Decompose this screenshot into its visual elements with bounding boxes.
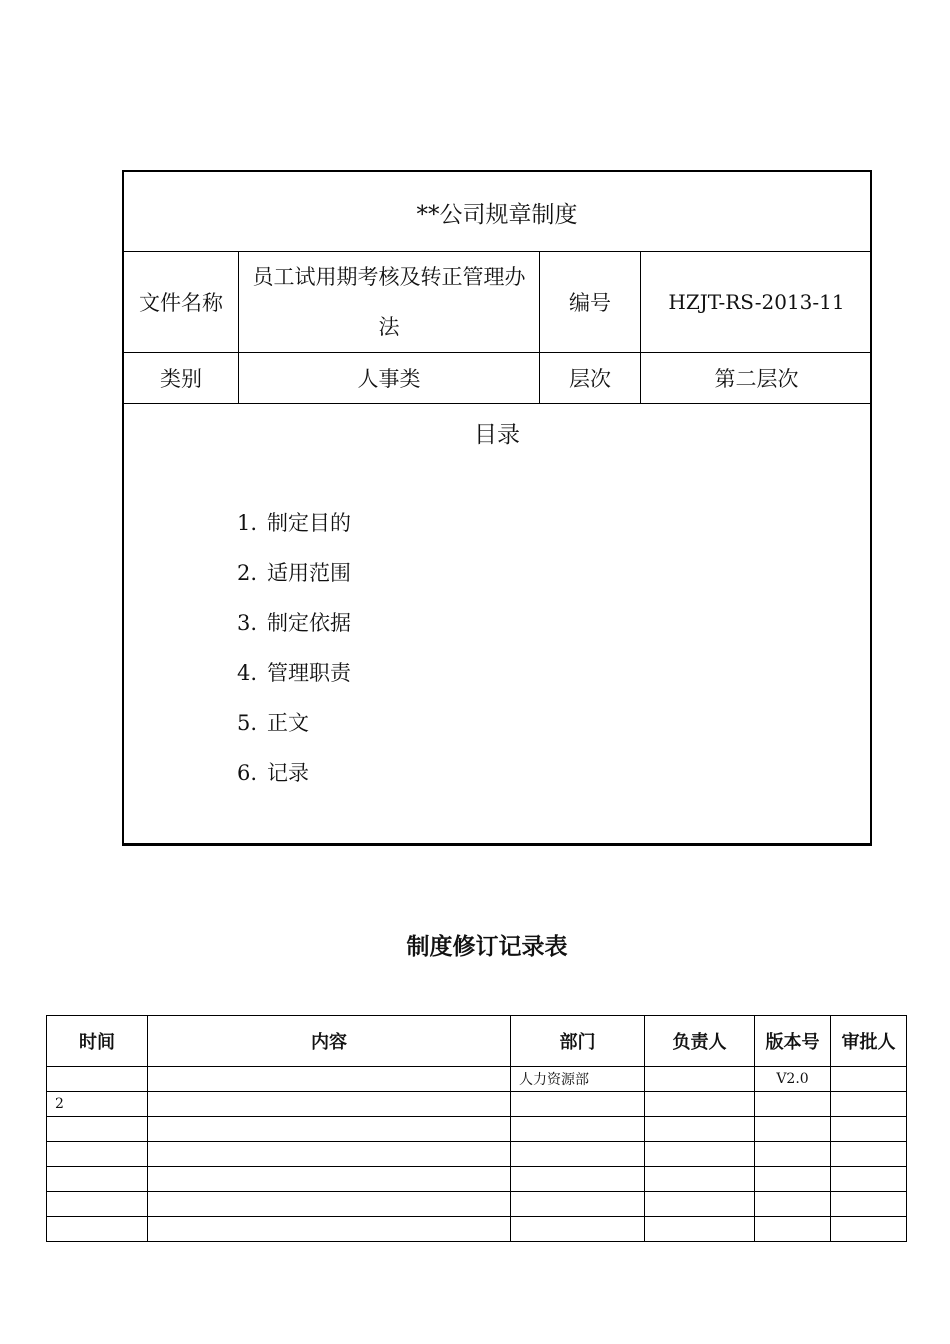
table-cell	[645, 1092, 755, 1117]
table-cell	[645, 1192, 755, 1217]
table-row	[47, 1067, 907, 1092]
revision-table	[46, 1015, 907, 1242]
table-cell	[831, 1117, 907, 1142]
toc-item-text: 记录	[267, 761, 309, 785]
table-cell	[831, 1167, 907, 1192]
table-cell	[47, 1117, 148, 1142]
column-header-approver: 审批人	[831, 1016, 907, 1067]
table-cell	[831, 1067, 907, 1092]
table-cell	[831, 1092, 907, 1117]
table-cell	[148, 1142, 511, 1167]
table-row	[47, 1192, 907, 1217]
column-header-content: 内容	[148, 1016, 511, 1067]
toc-item-number: 5.	[237, 711, 258, 735]
table-cell	[645, 1142, 755, 1167]
toc-item	[237, 557, 351, 607]
column-header-time: 时间	[47, 1016, 148, 1067]
code-label: 编号	[569, 291, 611, 315]
toc-item-text: 正文	[267, 711, 309, 735]
table-cell	[47, 1067, 148, 1092]
column-header-department: 部门	[511, 1016, 645, 1067]
table-cell	[511, 1092, 645, 1117]
table-cell	[511, 1217, 645, 1242]
toc-item-text: 管理职责	[267, 661, 351, 685]
table-header-row	[47, 1016, 907, 1067]
table-row	[47, 1167, 907, 1192]
code-value: HZJT-RS-2013-11	[668, 290, 845, 314]
table-cell	[831, 1192, 907, 1217]
toc-item-number: 2.	[237, 561, 258, 585]
level-label: 层次	[569, 367, 611, 391]
category-value: 人事类	[357, 367, 421, 391]
toc-item-number: 6.	[237, 761, 258, 785]
column-header-owner: 负责人	[645, 1016, 755, 1067]
table-cell	[645, 1167, 755, 1192]
toc-item-text: 适用范围	[267, 561, 351, 585]
document-title: **公司规章制度	[416, 201, 578, 228]
table-cell	[511, 1167, 645, 1192]
table-cell: V2.0	[755, 1067, 831, 1092]
toc-item-text: 制定目的	[267, 511, 351, 535]
table-cell	[148, 1117, 511, 1142]
table-cell	[755, 1167, 831, 1192]
table-cell	[148, 1092, 511, 1117]
file-name-label: 文件名称	[139, 291, 223, 315]
table-cell	[47, 1167, 148, 1192]
table-cell	[47, 1192, 148, 1217]
table-cell	[511, 1117, 645, 1142]
table-row	[47, 1142, 907, 1167]
table-cell	[755, 1117, 831, 1142]
table-cell	[47, 1217, 148, 1242]
column-header-version: 版本号	[755, 1016, 831, 1067]
toc-item	[237, 657, 351, 707]
table-cell	[645, 1217, 755, 1242]
revision-table-title: 制度修订记录表	[406, 934, 568, 960]
category-label: 类别	[160, 367, 202, 391]
toc-list	[237, 507, 351, 807]
table-row	[47, 1117, 907, 1142]
header-table	[122, 170, 872, 846]
toc-item	[237, 757, 351, 807]
toc-item-number: 4.	[237, 661, 258, 685]
toc-item	[237, 507, 351, 557]
table-cell	[148, 1067, 511, 1092]
table-cell	[511, 1142, 645, 1167]
table-cell	[645, 1067, 755, 1092]
toc-item-number: 1.	[237, 511, 258, 535]
divider	[124, 403, 870, 404]
table-cell	[47, 1142, 148, 1167]
table-cell	[755, 1217, 831, 1242]
table-cell	[148, 1167, 511, 1192]
toc-item-text: 制定依据	[267, 611, 351, 635]
table-row	[47, 1217, 907, 1242]
table-cell	[148, 1217, 511, 1242]
level-value: 第二层次	[714, 367, 799, 391]
table-cell	[148, 1192, 511, 1217]
table-cell	[645, 1117, 755, 1142]
table-cell: 人力资源部	[511, 1067, 645, 1092]
table-row	[47, 1092, 907, 1117]
table-cell	[755, 1192, 831, 1217]
table-cell: 2	[47, 1092, 148, 1117]
toc-item	[237, 707, 351, 757]
toc-item-number: 3.	[237, 611, 258, 635]
toc-title: 目录	[474, 421, 520, 448]
table-cell	[831, 1217, 907, 1242]
file-name-value: 员工试用期考核及转正管理办法	[252, 265, 526, 339]
table-cell	[755, 1092, 831, 1117]
table-cell	[511, 1192, 645, 1217]
toc-item	[237, 607, 351, 657]
table-cell	[755, 1142, 831, 1167]
table-cell	[831, 1142, 907, 1167]
